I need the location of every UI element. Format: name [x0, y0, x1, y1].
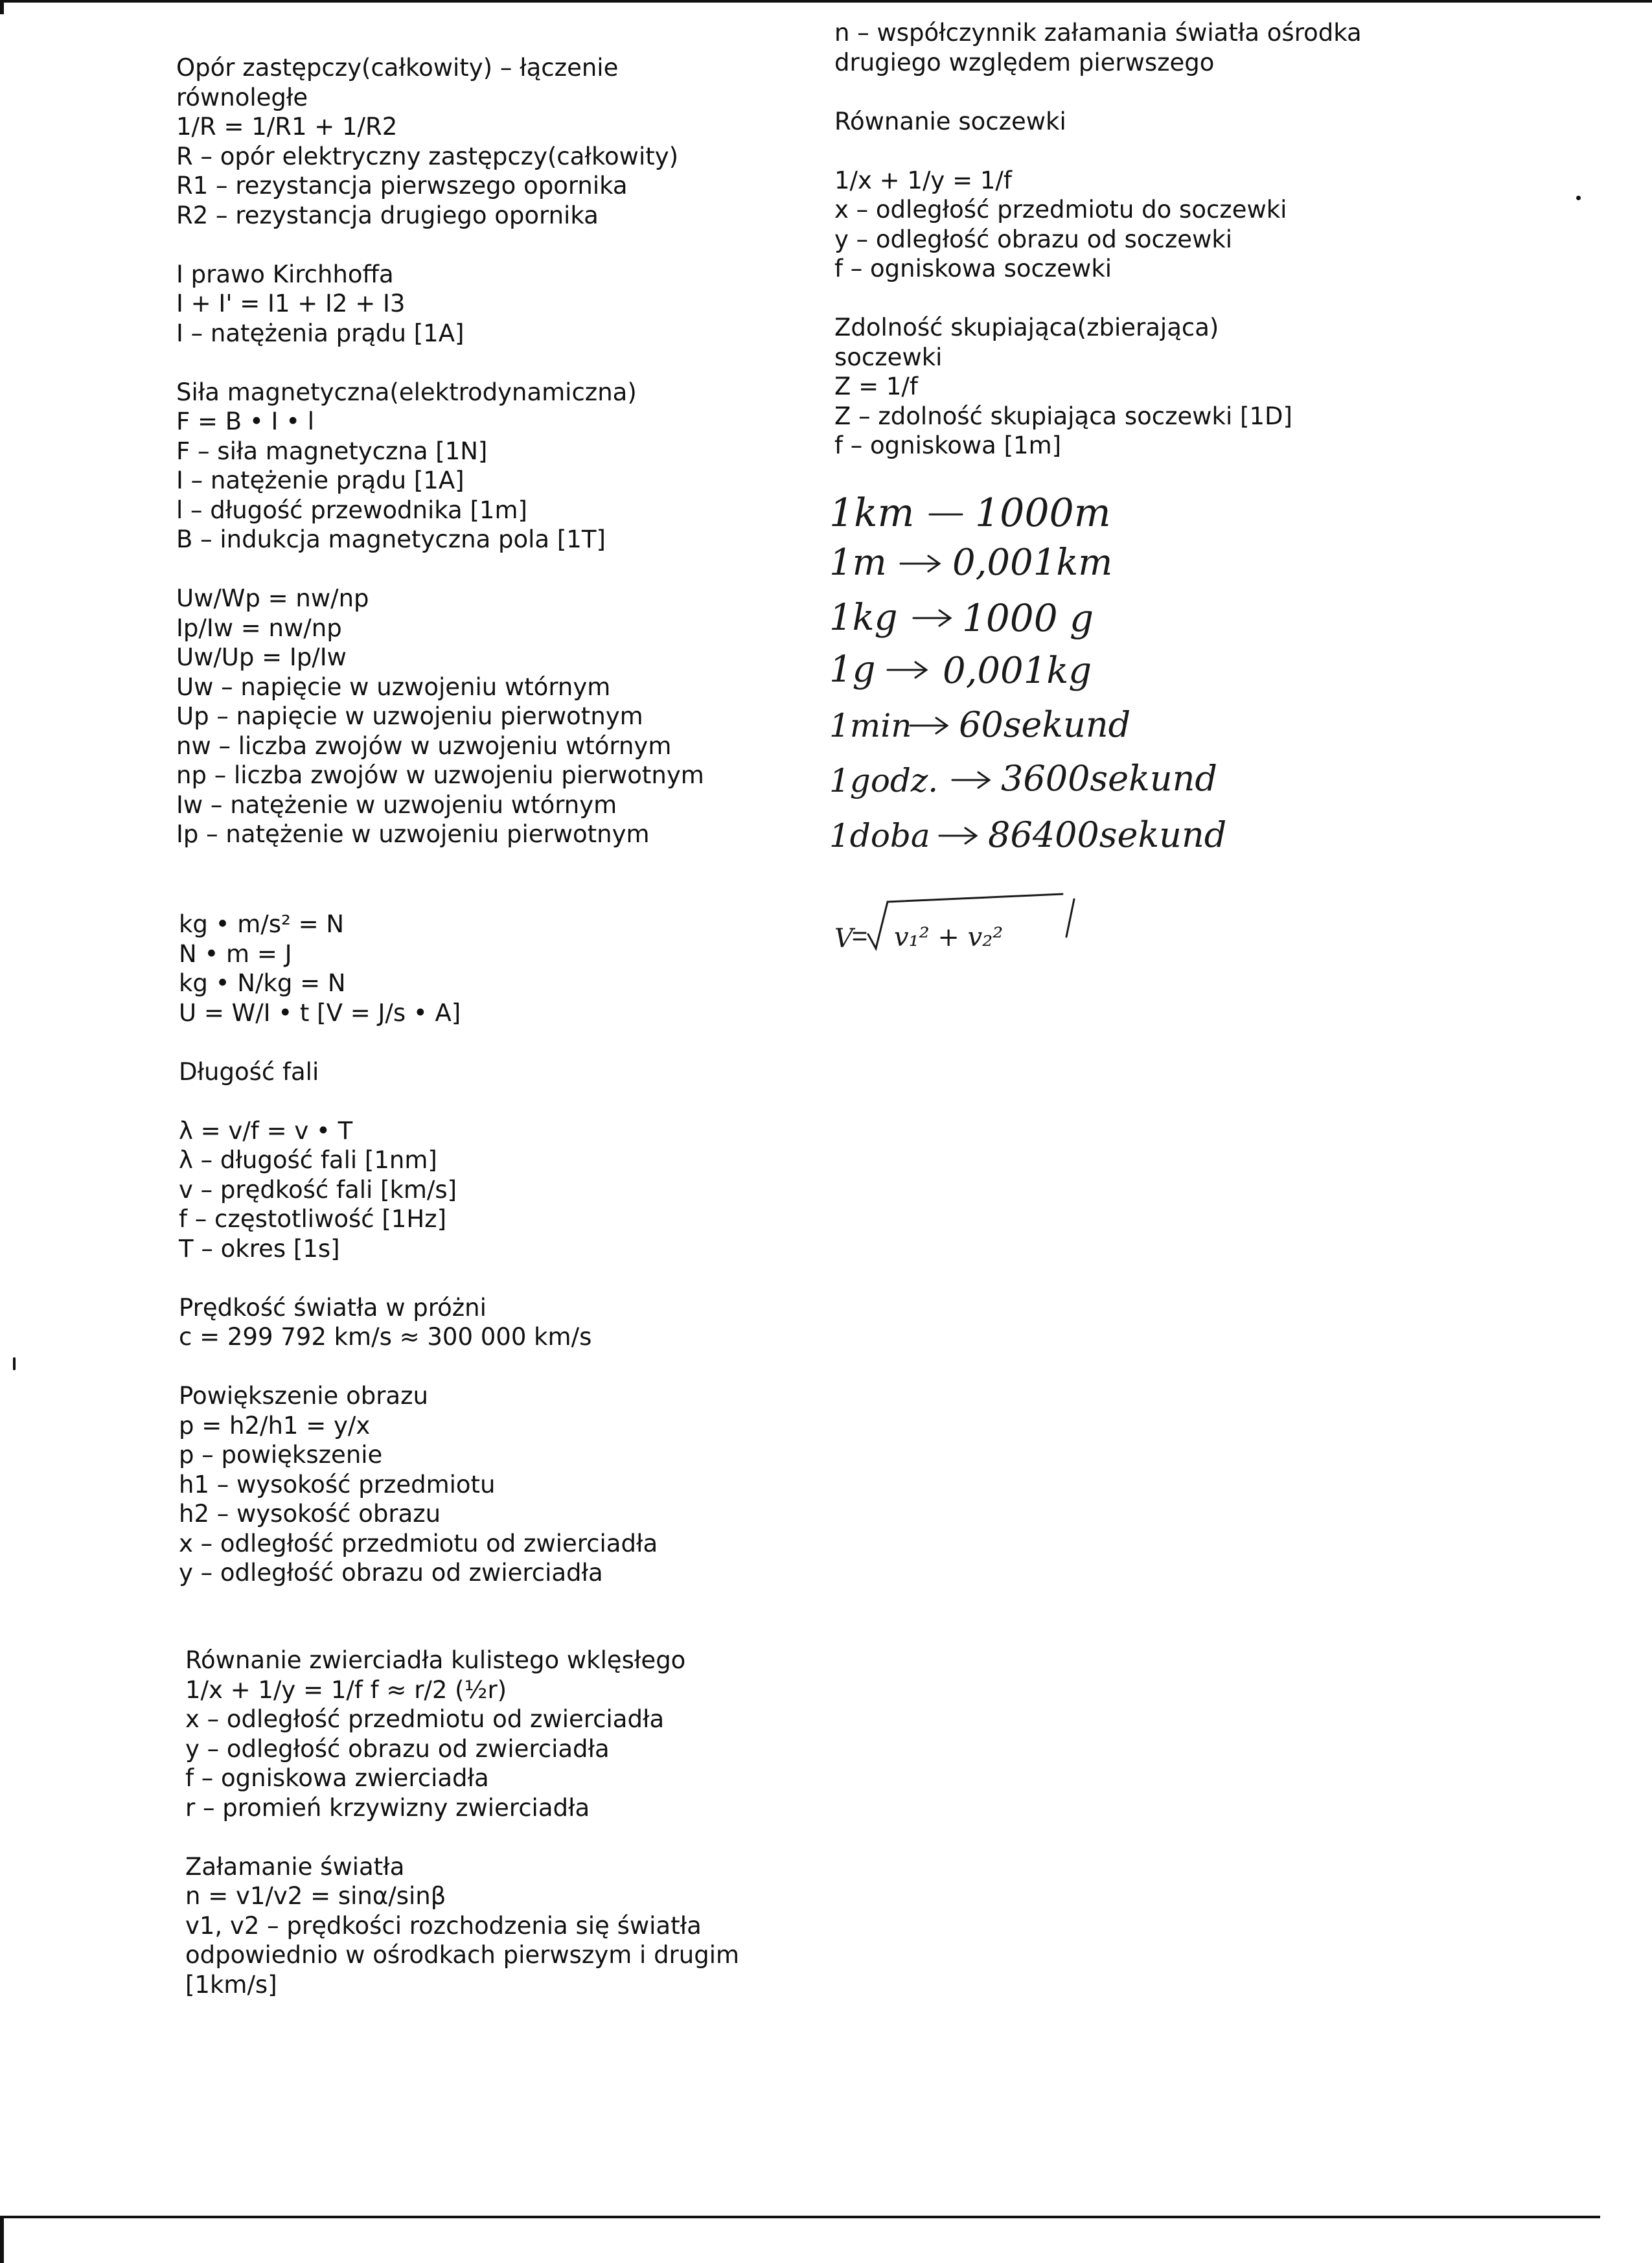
scan-edge-bottom	[0, 2216, 1600, 2218]
definition: Iw – natężenie w uzwojeniu wtórnym	[176, 790, 617, 819]
formula: p = h2/h1 = y/x	[179, 1411, 371, 1440]
definition: I – natężenia prądu [1A]	[176, 319, 465, 347]
formula-lhs: V	[834, 924, 853, 954]
definition: r – promień krzywizny zwierciadła	[185, 1793, 590, 1822]
definition: drugiego względem pierwszego	[834, 48, 1215, 76]
arrow-right-icon	[910, 718, 947, 733]
definition: np – liczba zwojów w uzwojeniu pierwotnym	[176, 761, 704, 789]
definition: x – odległość przedmiotu do soczewki	[834, 196, 1287, 224]
definition: odpowiednio w ośrodkach pierwszym i drugim	[185, 1941, 740, 1969]
definition: λ – długość fali [1nm]	[179, 1146, 437, 1174]
conversion-km	[829, 490, 1111, 536]
hand-value: 0,001kg	[943, 650, 1092, 692]
formula: Ip/Iw = nw/np	[176, 614, 342, 642]
definition: Up – napięcie w uzwojeniu pierwotnym	[176, 702, 643, 730]
definition: nw – liczba zwojów w uzwojeniu wtórnym	[176, 731, 672, 760]
scan-edge-mark	[0, 2218, 4, 2263]
definition: v1, v2 – prędkości rozchodzenia się światła	[185, 1911, 702, 1940]
unit-relation: N • m = J	[179, 939, 292, 968]
section-title-cont: równoległe	[176, 83, 308, 111]
hand-label: 1m	[829, 542, 887, 584]
formula: I + I' = I1 + I2 + I3	[176, 290, 406, 317]
definition: f – ogniskowa soczewki	[834, 255, 1112, 282]
section-title-cont: soczewki	[834, 343, 943, 371]
definition: f – ogniskowa zwierciadła	[185, 1764, 489, 1792]
definition: F – siła magnetyczna [1N]	[176, 437, 488, 465]
units-section	[179, 910, 658, 1588]
definition: l – długość przewodnika [1m]	[176, 496, 527, 524]
section-title: I prawo Kirchhoffa	[176, 260, 394, 288]
hand-label: 1kg	[829, 597, 898, 639]
unit-relation: kg • N/kg = N	[179, 969, 346, 997]
formula: 1/R = 1/R1 + 1/R2	[176, 113, 398, 141]
definition: R – opór elektryczny zastępczy(całkowity)	[176, 142, 679, 170]
definition: f – częstotliwość [1Hz]	[179, 1205, 446, 1233]
definition: Ip – natężenie w uzwojeniu pierwotnym	[176, 820, 650, 848]
conversion-kg	[829, 596, 1094, 640]
unit-relation: U = W/I • t [V = J/s • A]	[179, 998, 461, 1027]
optics-section	[834, 18, 1362, 461]
hand-label: 1doba	[829, 817, 930, 855]
formula: F = B • I • l	[176, 408, 315, 435]
formula: c = 299 792 km/s ≈ 300 000 km/s	[179, 1323, 592, 1351]
definition: f – ogniskowa [1m]	[834, 431, 1062, 459]
arrow-right-icon	[888, 662, 926, 678]
formula: 1/x + 1/y = 1/f f ≈ r/2 (½r)	[185, 1675, 507, 1704]
definition: Z – zdolność skupiająca soczewki [1D]	[834, 402, 1292, 430]
definition: I – natężenie prądu [1A]	[176, 466, 465, 494]
mirror-section	[185, 1646, 739, 1999]
formula-rhs: v₁² + v₂²	[894, 923, 1004, 952]
hand-value: 3600sekund	[1001, 758, 1217, 799]
hand-value: 1000m	[975, 490, 1111, 536]
formula: Z = 1/f	[834, 373, 918, 400]
hand-value: 86400sekund	[988, 814, 1227, 855]
definition: h1 – wysokość przedmiotu	[179, 1470, 496, 1499]
formula: n = v1/v2 = sinα/sinβ	[185, 1882, 446, 1910]
conversion-hour	[829, 758, 1217, 799]
definition: p – powiększenie	[179, 1441, 383, 1469]
arrow-right-icon	[952, 772, 989, 788]
velocity-formula	[834, 894, 1074, 954]
equals-icon	[854, 933, 866, 939]
scan-speck	[1576, 196, 1581, 200]
definition: h2 – wysokość obrazu	[179, 1500, 441, 1528]
definition: y – odległość obrazu od soczewki	[834, 225, 1233, 253]
conversion-m	[829, 542, 1112, 584]
unit-relation: kg • m/s² = N	[179, 910, 345, 938]
section-title: Prędkość światła w próżni	[179, 1293, 487, 1322]
definition: x – odległość przedmiotu od zwierciadła	[185, 1705, 665, 1733]
section-title: Długość fali	[179, 1057, 319, 1086]
definition: Uw – napięcie w uzwojeniu wtórnym	[176, 672, 611, 701]
arrow-right-icon	[901, 556, 939, 571]
section-title: Równanie zwierciadła kulistego wklęsłego	[185, 1646, 686, 1674]
section-title: Załamanie światła	[185, 1852, 405, 1881]
section-title: Równanie soczewki	[834, 107, 1066, 135]
arrow-right-icon	[913, 610, 950, 626]
section-title: Zdolność skupiająca(zbierająca)	[834, 314, 1219, 341]
hand-value: 0,001km	[952, 542, 1113, 584]
parallel-resistance-section	[176, 53, 704, 849]
hand-label: 1min	[829, 707, 912, 744]
definition: y – odległość obrazu od zwierciadła	[185, 1734, 610, 1763]
formula: Uw/Wp = nw/np	[176, 584, 369, 612]
section-title: Powiększenie obrazu	[179, 1382, 428, 1410]
section-title: Opór zastępczy(całkowity) – łączenie	[176, 54, 619, 82]
definition: T – okres [1s]	[179, 1234, 340, 1263]
definition: B – indukcja magnetyczna pola [1T]	[176, 525, 606, 553]
scan-edge-mark	[0, 0, 4, 14]
hand-label: 1km	[829, 490, 915, 536]
hand-label: 1godz.	[829, 762, 939, 799]
definition: R1 – rezystancja pierwszego opornika	[176, 172, 628, 200]
handwritten-notes	[823, 487, 1315, 980]
hand-value: 60sekund	[959, 704, 1131, 745]
conversion-g	[829, 649, 1092, 692]
definition: y – odległość obrazu od zwierciadła	[179, 1559, 603, 1587]
formula: Uw/Up = Ip/Iw	[176, 643, 347, 671]
stroke-mark	[1066, 899, 1074, 937]
conversion-day	[829, 814, 1226, 855]
definition: v – prędkość fali [km/s]	[179, 1175, 457, 1204]
hand-value: 1000 g	[962, 596, 1094, 640]
conversion-min	[829, 704, 1130, 745]
definition: [1km/s]	[185, 1970, 277, 1999]
arrow-right-icon	[939, 828, 976, 844]
hand-label: 1g	[829, 649, 876, 691]
formula: λ = v/f = v • T	[179, 1116, 353, 1145]
definition: n – współczynnik załamania światła ośrodka	[834, 19, 1362, 47]
scan-edge-top	[0, 0, 1652, 3]
section-title: Siła magnetyczna(elektrodynamiczna)	[176, 378, 637, 406]
formula: 1/x + 1/y = 1/f	[834, 166, 1012, 194]
definition: R2 – rezystancja drugiego opornika	[176, 201, 599, 229]
definition: x – odległość przedmiotu od zwierciadła	[179, 1529, 658, 1557]
scan-speck	[13, 1357, 16, 1370]
